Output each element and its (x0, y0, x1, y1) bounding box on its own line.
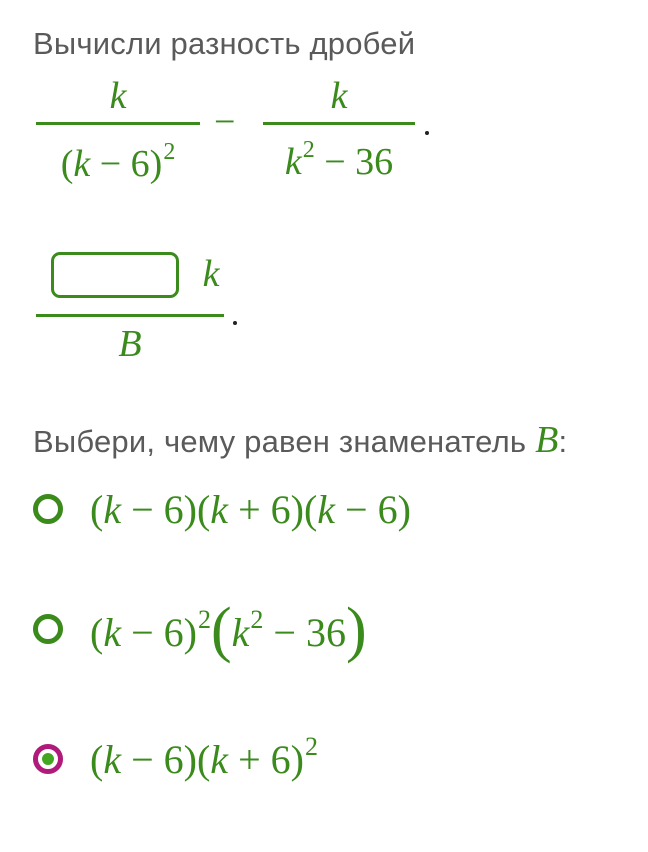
question-text: Выбери, чему равен знаменатель B: (33, 419, 568, 461)
fraction2-bar (263, 122, 415, 125)
fraction2-denominator: $k^2 - 36$ (284, 137, 394, 183)
task-instruction: Вычисли разность дробей (33, 26, 416, 61)
option-1-label[interactable]: (k − 6)(k + 6)(k − 6) (90, 487, 411, 532)
numerator-answer-input[interactable] (51, 252, 179, 298)
option-3-label[interactable]: $(k - 6)(k + 6)^2$ (90, 732, 318, 782)
answer-end-dot (233, 321, 237, 325)
answer-denominator: B (118, 323, 142, 365)
fraction2-numerator: k (330, 75, 348, 117)
fraction1-numerator (36, 76, 200, 116)
expression-end-dot (425, 131, 429, 135)
var-k: k (109, 75, 127, 117)
option-2-label[interactable]: $(k - 6)^2(k^2 - 36)$ (90, 596, 367, 664)
answer-numerator-var: k (202, 253, 220, 295)
option-2-radio[interactable] (33, 614, 63, 644)
option-1-radio[interactable] (33, 494, 63, 524)
fraction1-denominator: $(k - 6)^2$ (60, 139, 176, 185)
option-3-radio-selected[interactable] (33, 744, 63, 774)
minus-operator: − (214, 101, 236, 143)
fraction1-bar (36, 122, 200, 125)
answer-fraction-bar (36, 314, 224, 317)
radio-selected-dot (42, 753, 54, 765)
question-var-b: B (535, 419, 559, 461)
